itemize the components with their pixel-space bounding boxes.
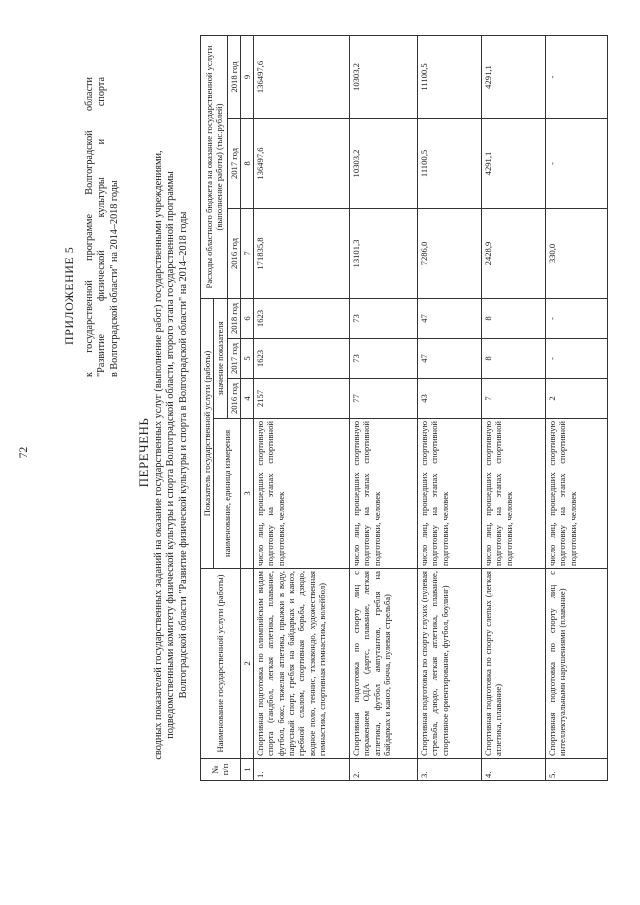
row-unit: число лиц, прошедших спортивную подготовку на этапах спортивной подготовки, человек — [482, 419, 546, 569]
col-number: 3 — [240, 419, 253, 569]
row-value-2016: 2157 — [254, 379, 350, 419]
col-number: 6 — [240, 299, 253, 339]
row-num: 2. — [350, 759, 418, 781]
header-year: 2018 год — [227, 35, 240, 118]
subtitle-line: подведомственными комитету физической культуры и спорта Волгоградской области, второго этапа государственной программы — [165, 171, 177, 739]
header-expense-group: Расходы областного бюджета на оказание государственной услуги (выполнение работы) (тыс.рублей) — [201, 35, 228, 298]
row-value-2016: 7 — [482, 379, 546, 419]
header-year: 2018 год — [227, 299, 240, 339]
header-year: 2016 год — [227, 209, 240, 299]
page-number: 72 — [18, 446, 30, 459]
row-value-2016: 43 — [418, 379, 482, 419]
row-value-2016: 2 — [546, 379, 608, 419]
row-expense-2017: 11100,5 — [418, 119, 482, 209]
col-number: 1 — [240, 759, 253, 781]
row-expense-2018: 4291,1 — [482, 35, 546, 118]
header-year: 2017 год — [227, 119, 240, 209]
row-expense-2017: 136497,6 — [254, 119, 350, 209]
row-expense-2017: 4291,1 — [482, 119, 546, 209]
header-year: 2017 год — [227, 339, 240, 379]
row-value-2018: 1623 — [254, 299, 350, 339]
appendix-line: в Волгоградской области" на 2014–2018 годы — [108, 180, 120, 377]
table-row — [482, 35, 546, 780]
row-expense-2016: 330,0 — [546, 209, 608, 299]
row-expense-2017: - — [546, 119, 608, 209]
row-value-2017: 1623 — [254, 339, 350, 379]
table-row — [418, 35, 482, 780]
table-row — [546, 35, 608, 780]
col-number: 9 — [240, 35, 253, 118]
row-expense-2018: 10303,2 — [350, 35, 418, 118]
row-num: 5. — [546, 759, 608, 781]
row-expense-2018: - — [546, 35, 608, 118]
subtitle-line: Волгоградской области "Развитие физической культуры и спорта в Волгоградской области" на 2014–2018 годы — [177, 211, 189, 699]
table-row — [254, 35, 350, 780]
row-num: 1. — [254, 759, 350, 781]
row-value-2018: 73 — [350, 299, 418, 339]
col-number: 7 — [240, 209, 253, 299]
row-service: Спортивная подготовка по олимпийским видам спорта (гандбол, легкая атлетика, плавание, футбол, бокс, тяжелая атлетика, прыжки в воду, парусный спорт, гребля на байдарках и каноэ, гребной слалом, спортивная борьба, дзюдо, водное поло, теннис, тхэквондо, художественная гимнастика, спортивная гимнастика, волейбол) — [254, 569, 350, 759]
header-value-group: значение показателя — [214, 299, 227, 419]
row-num: 3. — [418, 759, 482, 781]
row-expense-2017: 10303,2 — [350, 119, 418, 209]
header-num: № п/п — [201, 759, 241, 781]
col-number: 5 — [240, 339, 253, 379]
row-num: 4. — [482, 759, 546, 781]
row-service: Спортивная подготовка по спорту глухих (пулевая стрельба, дзюдо, легкая атлетика, плавание, спортивное ориентирование, футбол, боулинг) — [418, 569, 482, 759]
appendix-text — [84, 77, 121, 377]
row-expense-2018: 11100,5 — [418, 35, 482, 118]
appendix-line: "Развитие физической культуры и спорта — [96, 77, 108, 377]
row-value-2018: - — [546, 299, 608, 339]
col-number: 2 — [240, 569, 253, 759]
header-indicator-group: Показатель государственной услуги (работы) — [201, 299, 214, 569]
row-expense-2016: 171835,8 — [254, 209, 350, 299]
row-expense-2018: 136497,6 — [254, 35, 350, 118]
appendix-line: к государственной программе Волгоградской области — [84, 77, 95, 377]
row-unit: число лиц, прошедших спортивную подготовку на этапах спортивной подготовки, человек — [546, 419, 608, 569]
row-expense-2016: 7286,0 — [418, 209, 482, 299]
header-unit: наименование, единица измерения — [214, 419, 241, 569]
row-unit: число лиц, прошедших спортивную подготовку на этапах спортивной подготовки, человек — [350, 419, 418, 569]
col-number: 8 — [240, 119, 253, 209]
document-subtitle — [153, 95, 190, 815]
row-expense-2016: 2428,9 — [482, 209, 546, 299]
row-service: Спортивная подготовка по спорту лиц с интеллектуальными нарушениями (плавание) — [546, 569, 608, 759]
row-service: Спортивная подготовка по спорту лиц с поражением ОДА (дартс, плавание, легкая атлетика, футбол ампутантов, гребля на байдарках и каноэ, бочча, пулевая стрельба) — [350, 569, 418, 759]
col-number: 4 — [240, 379, 253, 419]
header-year: 2016 год — [227, 379, 240, 419]
row-value-2017: - — [546, 339, 608, 379]
subtitle-line: сводных показателей государственных заданий на оказание государственных услуг (выполнение работ) государственными учреждениями, — [153, 150, 164, 760]
row-service: Спортивная подготовка по спорту слепых (легкая атлетика, плавание) — [482, 569, 546, 759]
table-row — [350, 35, 418, 780]
header-service: Наименование государственной услуги (работы) — [201, 569, 241, 759]
row-expense-2016: 13101,3 — [350, 209, 418, 299]
row-value-2017: 47 — [418, 339, 482, 379]
document-heading: ПЕРЕЧЕНЬ — [136, 417, 151, 488]
row-value-2018: 8 — [482, 299, 546, 339]
row-value-2016: 77 — [350, 379, 418, 419]
row-value-2017: 73 — [350, 339, 418, 379]
appendix-title: ПРИЛОЖЕНИЕ 5 — [62, 246, 76, 345]
indicators-table — [200, 35, 608, 781]
row-value-2017: 8 — [482, 339, 546, 379]
row-unit: число лиц, прошедших спортивную подготовку на этапах спортивной подготовки, человек — [418, 419, 482, 569]
row-unit: число лиц, прошедших спортивную подготовку на этапах спортивной подготовки, человек — [254, 419, 350, 569]
row-value-2018: 47 — [418, 299, 482, 339]
